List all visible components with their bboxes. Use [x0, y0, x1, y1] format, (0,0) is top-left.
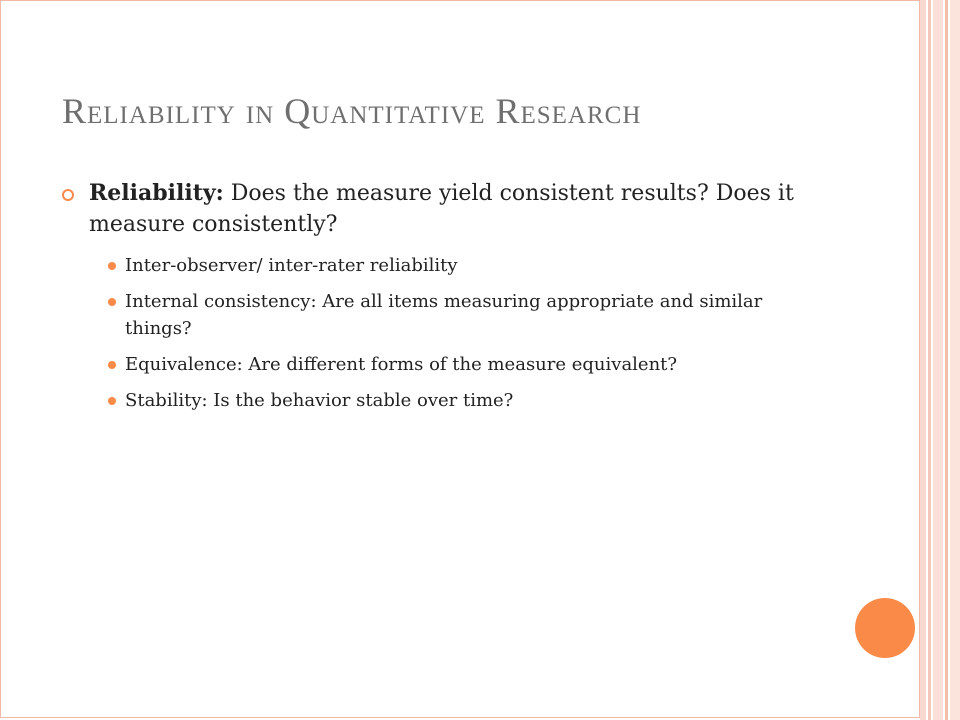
decorative-side-bands: [920, 0, 960, 720]
sub-bullet-point: [62, 252, 822, 279]
side-band: [933, 0, 943, 720]
main-point-text: Does the measure yield consistent results? Does it measure consistently?: [89, 181, 794, 237]
filled-circle-bullet-icon: [108, 397, 116, 405]
filled-circle-bullet-icon: [108, 262, 116, 270]
side-band: [950, 0, 960, 720]
sub-bullet-point: [62, 288, 822, 342]
slide-content: [62, 178, 822, 423]
side-band: [945, 0, 948, 720]
sub-point-text: Stability: Is the behavior stable over time?: [125, 390, 514, 411]
main-point-lead: Reliability:: [89, 180, 224, 206]
side-band: [928, 0, 931, 720]
sub-point-text: Inter-observer/ inter-rater reliability: [125, 255, 458, 276]
orange-circle-icon: [855, 598, 915, 658]
sub-point-text: Internal consistency: Are all items measuring appropriate and similar things?: [125, 291, 763, 339]
filled-circle-bullet-icon: [108, 298, 116, 306]
sub-bullet-point: [62, 387, 822, 414]
slide-title: Reliability in Quantitative Research: [62, 91, 642, 131]
sub-point-text: Equivalence: Are different forms of the measure equivalent?: [125, 354, 678, 375]
main-bullet-point: [62, 178, 822, 240]
filled-circle-bullet-icon: [108, 361, 116, 369]
side-band: [920, 0, 926, 720]
sub-bullet-point: [62, 351, 822, 378]
hollow-circle-bullet-icon: [62, 189, 74, 201]
